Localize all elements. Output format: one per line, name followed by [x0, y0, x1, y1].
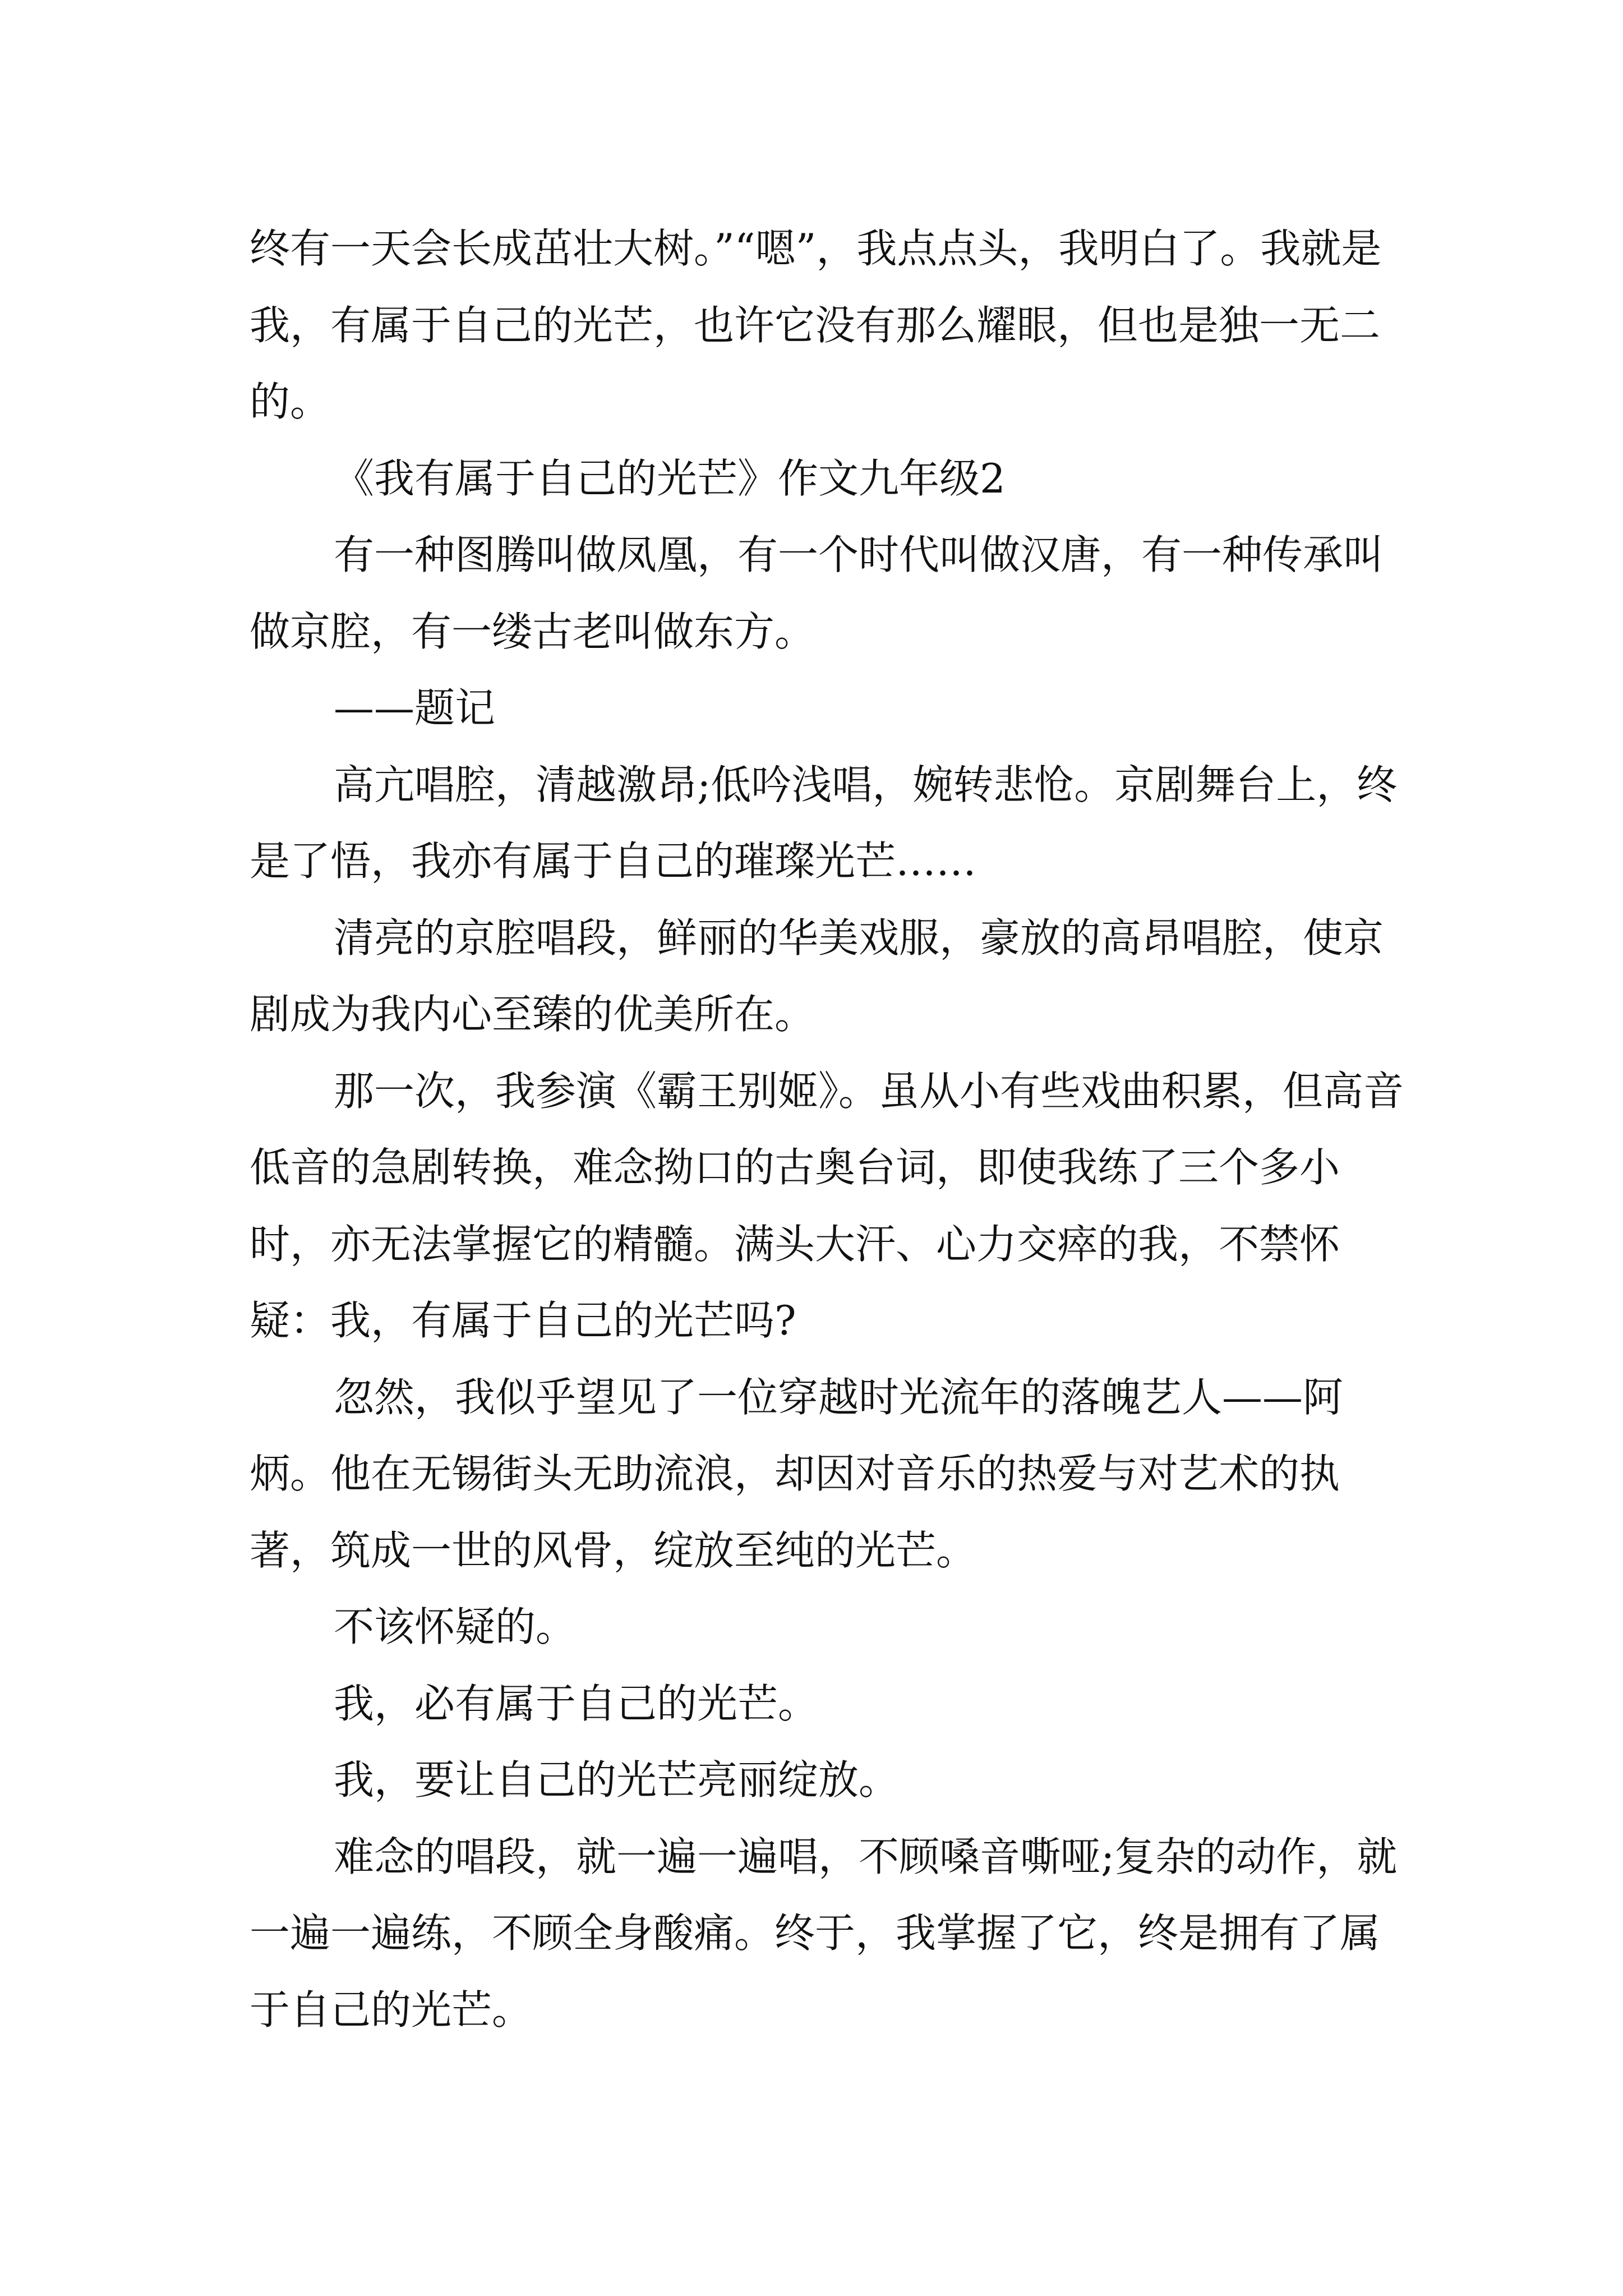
- paragraph: 忽然，我似乎望见了一位穿越时光流年的落魄艺人——阿炳。他在无锡街头无助流浪，却因对音乐的热爱与对艺术的执著，筑成一世的风骨，绽放至纯的光芒。: [250, 1373, 1344, 1574]
- document-body: [250, 210, 1416, 2048]
- paragraph: 高亢唱腔，清越激昂;低吟浅唱，婉转悲怆。京剧舞台上，终是了悟，我亦有属于自己的璀璨光芒……: [250, 761, 1398, 885]
- essay-title: 《我有属于自己的光芒》作文九年级2: [334, 454, 1006, 502]
- paragraph: 那一次，我参演《霸王别姬》。虽从小有些戏曲积累，但高音低音的急剧转换，难念拗口的古奥台词，即使我练了三个多小时，亦无法掌握它的精髓。满头大汗、心力交瘁的我，不禁怀疑：我，有属于自己的光芒吗?: [250, 1067, 1404, 1344]
- paragraph: 不该怀疑的。: [334, 1603, 577, 1650]
- paragraph: 难念的唱段，就一遍一遍唱，不顾嗓音嘶哑;复杂的动作，就一遍一遍练，不顾全身酸痛。终于，我掌握了它，终是拥有了属于自己的光芒。: [250, 1833, 1398, 2033]
- epigraph: 有一种图腾叫做凤凰，有一个时代叫做汉唐，有一种传承叫做京腔，有一缕古老叫做东方。: [250, 531, 1384, 655]
- paragraph: 我，必有属于自己的光芒。: [334, 1680, 819, 1727]
- paragraph: 我，要让自己的光芒亮丽绽放。: [334, 1756, 900, 1803]
- paragraph-continuation: 终有一天会长成茁壮大树。”“嗯”，我点点头，我明白了。我就是我，有属于自己的光芒，也许它没有那么耀眼，但也是独一无二的。: [250, 225, 1382, 425]
- paragraph: 清亮的京腔唱段，鲜丽的华美戏服，豪放的高昂唱腔，使京剧成为我内心至臻的优美所在。: [250, 914, 1384, 1038]
- epigraph-attribution: ——题记: [334, 684, 496, 731]
